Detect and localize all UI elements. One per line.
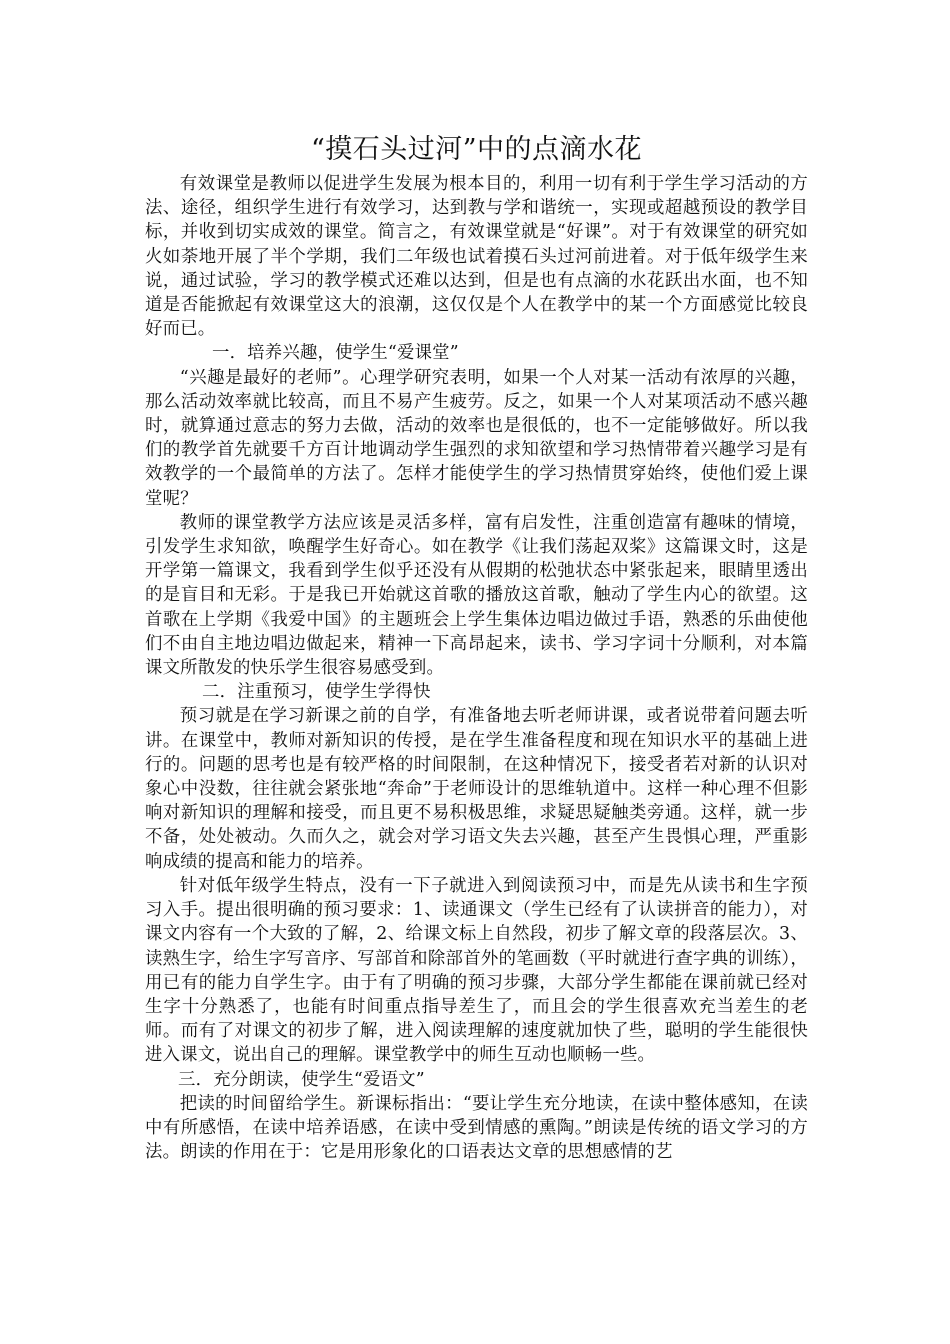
section-heading-2: 二．注重预习，使学生学得快 — [202, 682, 431, 703]
section-2-paragraph-2: 针对低年级学生特点，没有一下子就进入到阅读预习中，而是先从读书和生字预习入手。提出很明确的预习要求：1、读通课文（学生已经有了认读拼音的能力），对课文内容有一个大致的了解，2、给课文标上自然段，初步了解文章的段落层次。3、读熟生字，给生字写音序、写部首和除部首外的笔画数（平时就进行查字典的训练），用已有的能力自学生字。由于有了明确的预习步骤，大部分学生都能在课前就已经对生字十分熟悉了，也能有时间重点指导差生了，而且会的学生很喜欢充当差生的老师。而有了对课文的初步了解，进入阅读理解的速度就加快了些，聪明的学生能很快进入课文，说出自己的理解。课堂教学中的师生互动也顺畅一些。 — [145, 875, 808, 1066]
section-1-paragraph-1: “兴趣是最好的老师”。心理学研究表明，如果一个人对某一活动有浓厚的兴趣，那么活动效率就比较高，而且不易产生疲劳。反之，如果一个人对某项活动不感兴趣时，就算通过意志的努力去做，活动的效率也是很低的，也不一定能够做好。所以我们的教学首先就要千方百计地调动学生强烈的求知欲望和学习热情带着兴趣学习是有效教学的一个最简单的方法了。怎样才能使学生的学习热情贯穿始终，使他们爱上课堂呢？ — [145, 367, 808, 509]
section-1-paragraph-2: 教师的课堂教学方法应该是灵活多样，富有启发性，注重创造富有趣味的情境，引发学生求知欲，唤醒学生好奇心。如在教学《让我们荡起双桨》这篇课文时，这是开学第一篇课文，我看到学生似乎还没有从假期的松弛状态中紧张起来，眼睛里透出的是盲目和无彩。于是我已开始就这首歌的播放这首歌，触动了学生内心的欲望。这首歌在上学期《我爱中国》的主题班会上学生集体边唱边做过手语，熟悉的乐曲使他们不由自主地边唱边做起来，精神一下高昂起来，读书、学习字词十分顺利，对本篇课文所散发的快乐学生很容易感受到。 — [145, 512, 808, 679]
intro-paragraph: 有效课堂是教师以促进学生发展为根本目的，利用一切有利于学生学习活动的方法、途径，组织学生进行有效学习，达到教与学和谐统一，实现或超越预设的教学目标，并收到切实成效的课堂。简言之，有效课堂就是“好课”。对于有效课堂的研究如火如荼地开展了半个学期，我们二年级也试着摸石头过河前进着。对于低年级学生来说，通过试验，学习的教学模式还难以达到，但是也有点滴的水花跃出水面，也不知道是否能掀起有效课堂这大的浪潮，这仅仅是个人在教学中的某一个方面感觉比较良好而已。 — [145, 174, 808, 340]
section-heading-3: 三．充分朗读，使学生“爱语文” — [178, 1069, 425, 1090]
section-heading-1: 一．培养兴趣，使学生“爱课堂” — [212, 343, 459, 364]
document-body — [145, 130, 808, 1164]
section-3-paragraph-1: 把读的时间留给学生。新课标指出：“要让学生充分地读，在读中整体感知，在读中有所感悟，在读中培养语感，在读中受到情感的熏陶。”朗读是传统的语文学习的方法。朗读的作用在于：它是用形象化的口语表达文章的思想感情的艺 — [145, 1093, 808, 1163]
section-2-paragraph-1: 预习就是在学习新课之前的自学，有准备地去听老师讲课，或者说带着问题去听讲。在课堂中，教师对新知识的传授，是在学生准备程度和现在知识水平的基础上进行的。问题的思考也是有较严格的时间限制，在这种情况下，接受者若对新的认识对象心中没数，往往就会紧张地“奔命”于老师设计的思维轨道中。这样一种心理不但影响对新知识的理解和接受，而且更不易积极思维，求疑思疑触类旁通。这样，就一步不备，处处被动。久而久之，就会对学习语文失去兴趣，甚至产生畏惧心理，严重影响成绩的提高和能力的培养。 — [145, 706, 808, 872]
document-title: “摸石头过河”中的点滴水花 — [310, 134, 643, 165]
